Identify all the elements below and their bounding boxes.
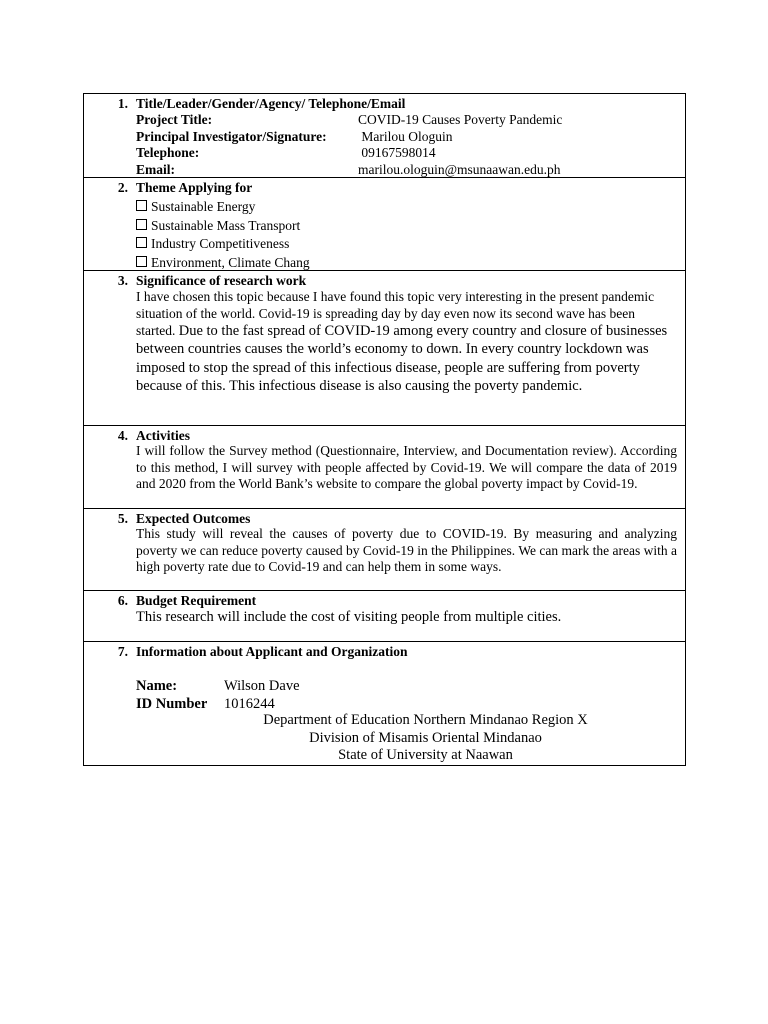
theme-option-label: Industry Competitiveness [151,236,290,252]
organization-line: State of University at Naawan [338,747,513,763]
section-heading: Activities [136,428,190,443]
section-number: 5. [117,511,128,526]
checkbox-icon[interactable] [136,237,147,248]
theme-option[interactable] [136,217,310,236]
section-budget [84,591,685,642]
checkbox-icon[interactable] [136,200,147,211]
section-applicant [84,642,685,766]
project-title-row [136,112,677,129]
section-number: 4. [117,428,128,443]
theme-option[interactable] [136,198,310,217]
checkbox-icon[interactable] [136,219,147,230]
section-title-leader [84,94,685,178]
organization-line: Department of Education Northern Mindanao Region X [263,712,588,728]
section-number: 1. [117,96,128,111]
budget-text: This research will include the cost of visiting people from multiple cities. [136,609,562,625]
applicant-id-row [136,695,677,713]
field-label: Project Title: [136,112,213,127]
applicant-name-row [136,677,677,695]
significance-text [136,289,677,395]
theme-options [136,198,310,272]
organization-line: Division of Misamis Oriental Mindanao [309,729,542,746]
theme-option-label: Sustainable Energy [151,199,256,214]
theme-option[interactable] [136,254,310,273]
applicant-details [136,677,677,713]
field-label: ID Number [136,696,208,712]
project-details [136,112,677,178]
theme-option-label: Environment, Climate Chang [151,254,310,270]
section-heading: Expected Outcomes [136,511,251,526]
principal-investigator-row [136,129,677,146]
field-label: Telephone: [136,145,200,161]
project-title-value: COVID-19 Causes Poverty Pandemic [358,112,563,127]
significance-text-part: Due to the fast spread of COVID-19 among every country and closure of businesses between countries causes the world’s economy to down. In every country lockdown was imposed to stop the spread of this infectious disease, people are suffering from poverty because of this. This infectious disease is also causing the poverty pandemic. [136,323,668,395]
field-label: Name: [136,678,178,694]
email-row [136,162,677,179]
section-theme [84,178,685,271]
telephone-value: 09167598014 [358,145,436,161]
significance-text-part: I have chosen this topic because I have found this topic very interesting in the present pandemic situation of the world. Covid-19 is spreading day by day even now its second wave has been started. [136,289,655,339]
principal-investigator-value: Marilou Ologuin [358,128,453,144]
applicant-name-value: Wilson Dave [224,678,300,694]
proposal-form-table [83,93,686,766]
section-heading: Information about Applicant and Organization [136,644,408,659]
section-activities [84,426,685,509]
section-number: 3. [117,273,128,288]
activities-text: I will follow the Survey method (Questionnaire, Interview, and Documentation review). According to this method, I will survey with people affected by Covid-19. We will compare the data of 2019 and 2020 from the World Bank’s website to compare the global poverty impact by Covid-19. [136,443,677,492]
section-heading: Title/Leader/Gender/Agency/ Telephone/Email [136,96,406,111]
checkbox-icon[interactable] [136,256,147,267]
section-heading: Theme Applying for [136,180,253,195]
section-number: 6. [117,593,128,608]
email-value: marilou.ologuin@msunaawan.edu.ph [358,161,561,177]
section-significance [84,271,685,426]
telephone-row [136,145,677,162]
section-heading: Budget Requirement [136,593,257,608]
section-number: 7. [117,644,128,659]
field-label: Email: [136,161,175,177]
organization-lines [136,712,715,765]
section-heading: Significance of research work [136,273,307,288]
field-label: Principal Investigator/Signature: [136,128,327,144]
theme-option[interactable] [136,235,310,254]
theme-option-label: Sustainable Mass Transport [151,217,301,233]
applicant-id-value: 1016244 [224,696,275,712]
section-expected-outcomes [84,509,685,591]
section-number: 2. [117,180,128,195]
expected-outcomes-text: This study will reveal the causes of poverty due to COVID-19. By measuring and analyzing poverty we can reduce poverty caused by Covid-19 in the Philippines. We can mark the areas with a high poverty rate due to Covid-19 and can help them in some ways. [136,526,677,575]
